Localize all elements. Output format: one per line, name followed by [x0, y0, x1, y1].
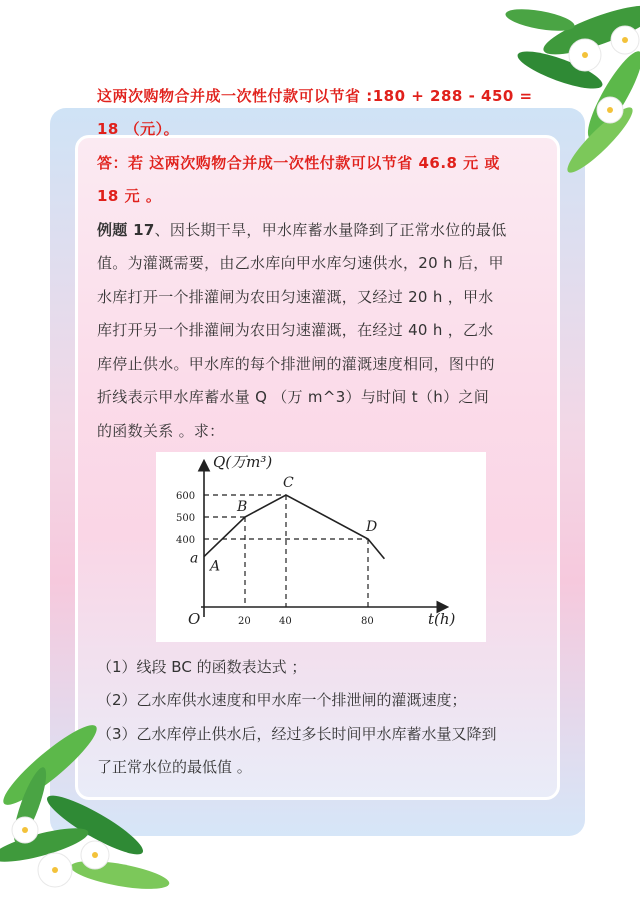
- example-line-5: 库停止供水。甲水库的每个排泄闸的灌溉速度相同，图中的: [97, 355, 495, 373]
- question-3: （3）乙水库停止供水后，经过多长时间甲水库蓄水量又降到: [97, 725, 497, 743]
- origin-label: O: [188, 610, 201, 628]
- point-label-C: C: [283, 475, 294, 491]
- question-2: （2）乙水库供水速度和甲水库一个排泄闸的灌溉速度；: [97, 691, 467, 709]
- series-line: [204, 495, 384, 559]
- x-tick-20: 20: [238, 616, 251, 627]
- answer-line-4: 18 元 。: [97, 187, 162, 205]
- answer-line-1: 这两次购物合并成一次性付款可以节省 :180 + 288 - 450 =: [97, 87, 533, 105]
- answer-line-2: 18 （元）。: [97, 120, 180, 138]
- x-tick-40: 40: [279, 616, 292, 627]
- example-line-1: 例题 17、因长期干旱，甲水库蓄水量降到了正常水位的最低: [97, 221, 507, 239]
- x-axis-label: t(h): [428, 610, 456, 628]
- point-label-A: A: [210, 558, 221, 575]
- example-line-7: 的函数关系 。求：: [97, 422, 225, 440]
- question-4: 了正常水位的最低值 。: [97, 758, 252, 776]
- y-tick-400: 400: [176, 535, 196, 546]
- example-line-2: 值。为灌溉需要，由乙水库向甲水库匀速供水，20 h 后，甲: [97, 254, 504, 272]
- point-label-B: B: [237, 499, 248, 515]
- y-axis-label: Q(万m³): [213, 453, 273, 471]
- y-tick-500: 500: [176, 513, 196, 524]
- y-tick-600: 600: [176, 491, 196, 502]
- example-line-4: 库打开另一个排灌闸为农田匀速灌溉，在经过 40 h ，乙水: [97, 321, 494, 339]
- chart-container: [156, 452, 486, 642]
- answer-line-3: 答：若 这两次购物合并成一次性付款可以节省 46.8 元 或: [97, 154, 500, 172]
- example-label: 例题 17: [97, 221, 155, 239]
- point-label-D: D: [366, 519, 378, 535]
- question-1: （1）线段 BC 的函数表达式 ；: [97, 658, 307, 676]
- example-line-6: 折线表示甲水库蓄水量 Q （万 m^3）与时间 t（h）之间: [97, 388, 489, 406]
- start-label: a: [190, 550, 199, 567]
- example-line-3: 水库打开一个排灌闸为农田匀速灌溉，又经过 20 h ，甲水: [97, 288, 494, 306]
- water-volume-chart: [156, 452, 486, 642]
- x-tick-80: 80: [361, 616, 374, 627]
